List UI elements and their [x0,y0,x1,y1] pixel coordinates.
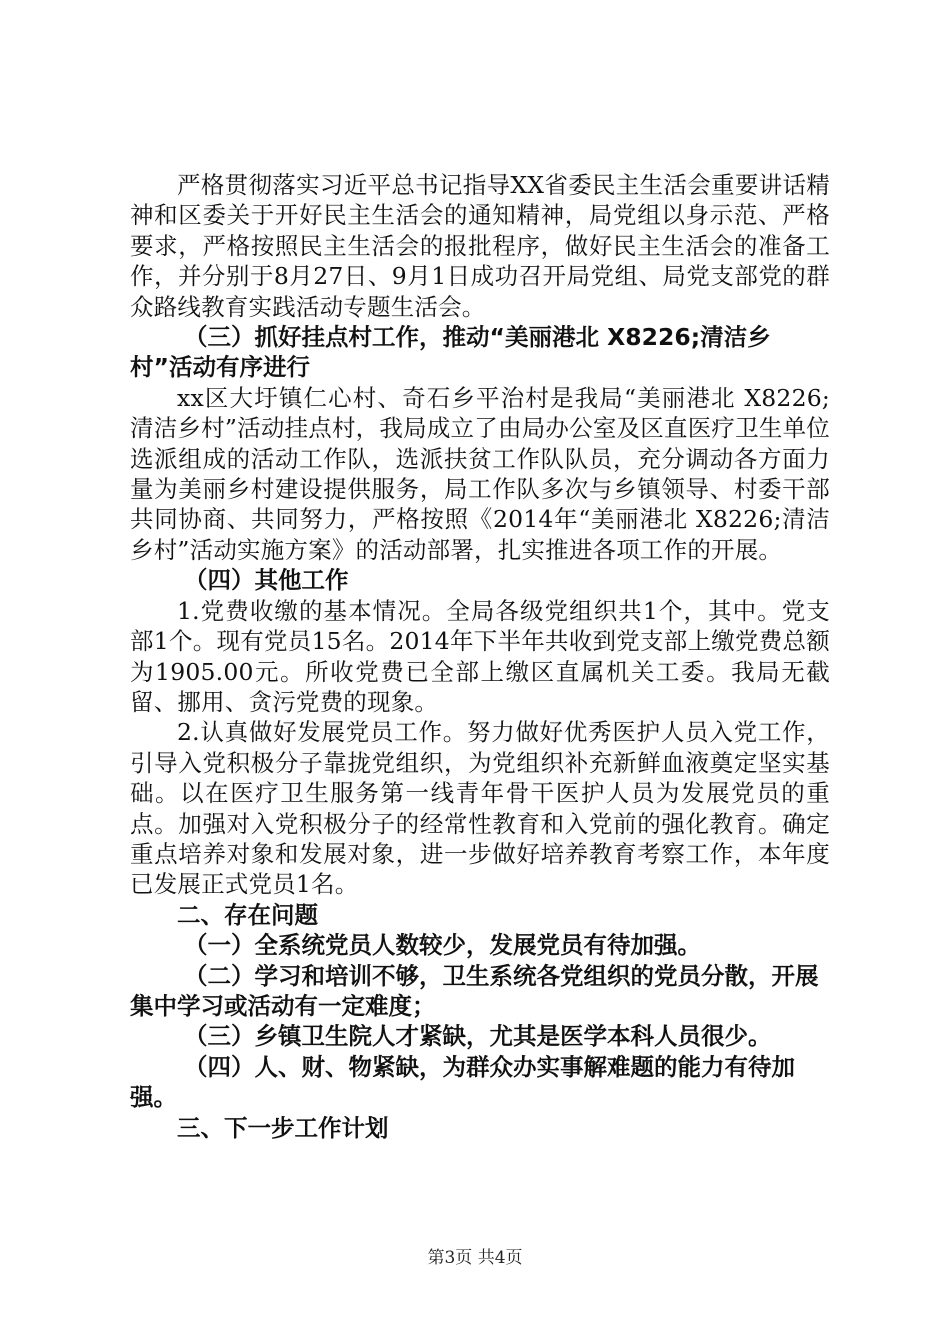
paragraph-democratic-life-meeting: 严格贯彻落实习近平总书记指导XX省委民主生活会重要讲话精神和区委关于开好民主生活会的通知精神，局党组以身示范、严格要求，严格按照民主生活会的报批程序，做好民主生活会的准备工作，并分别于8月27日、9月1日成功召开局党组、局党支部党的群众路线教育实践活动专题生活会。 [130,171,830,321]
paragraph-member-development: 2.认真做好发展党员工作。努力做好优秀医护人员入党工作，引导入党积极分子靠拢党组织，为党组织补充新鲜血液奠定坚实基础。以在医疗卫生服务第一线青年骨干医护人员为发展党员的重点。加强对入党积极分子的经常性教育和入党前的强化教育。确定重点培养对象和发展对象，进一步做好培养教育考察工作，本年度已发展正式党员1名。 [130,718,830,899]
paragraph-party-dues: 1.党费收缴的基本情况。全局各级党组织共1个，其中。党支部1个。现有党员15名。2014年下半年共收到党支部上缴党费总额为1905.00元。所收党费已全部上缴区直属机关工委。我局无截留、挪用、贪污党费的现象。 [130,596,830,716]
problem-item-3: （三）乡镇卫生院人才紧缺，尤其是医学本科人员很少。 [184,1022,772,1051]
heading-existing-problems: 二、存在问题 [177,900,318,929]
page-footer: 第3页 共4页 [427,1248,523,1268]
problem-item-2: （二）学习和培训不够，卫生系统各党组织的党员分散，开展集中学习或活动有一定难度； [130,961,819,1020]
problem-item-4: （四）人、财、物紧缺，为群众办实事解难题的能力有待加强。 [130,1052,796,1112]
document-body [130,170,830,1143]
heading-next-plan: 三、下一步工作计划 [177,1113,389,1142]
paragraph-village-work: xx区大圩镇仁心村、奇石乡平治村是我局“美丽港北 X8226;清洁乡村”活动挂点村，我局成立了由局办公室及区直医疗卫生单位选派组成的活动工作队，选派扶贫工作队队员，充分调动各方面力量为美丽乡村建设提供服务，局工作队多次与乡镇领导、村委干部共同协商、共同努力，严格按照《2014年“美丽港北 X8226;清洁乡村”活动实施方案》的活动部署，扎实推进各项工作的开展。 [130,383,830,564]
heading-village-work: （三）抓好挂点村工作，推动“美丽港北 X8226;清洁乡村”活动有序进行 [130,323,771,382]
heading-other-work: （四）其他工作 [184,566,349,595]
problem-item-1: （一）全系统党员人数较少，发展党员有待加强。 [184,931,702,960]
